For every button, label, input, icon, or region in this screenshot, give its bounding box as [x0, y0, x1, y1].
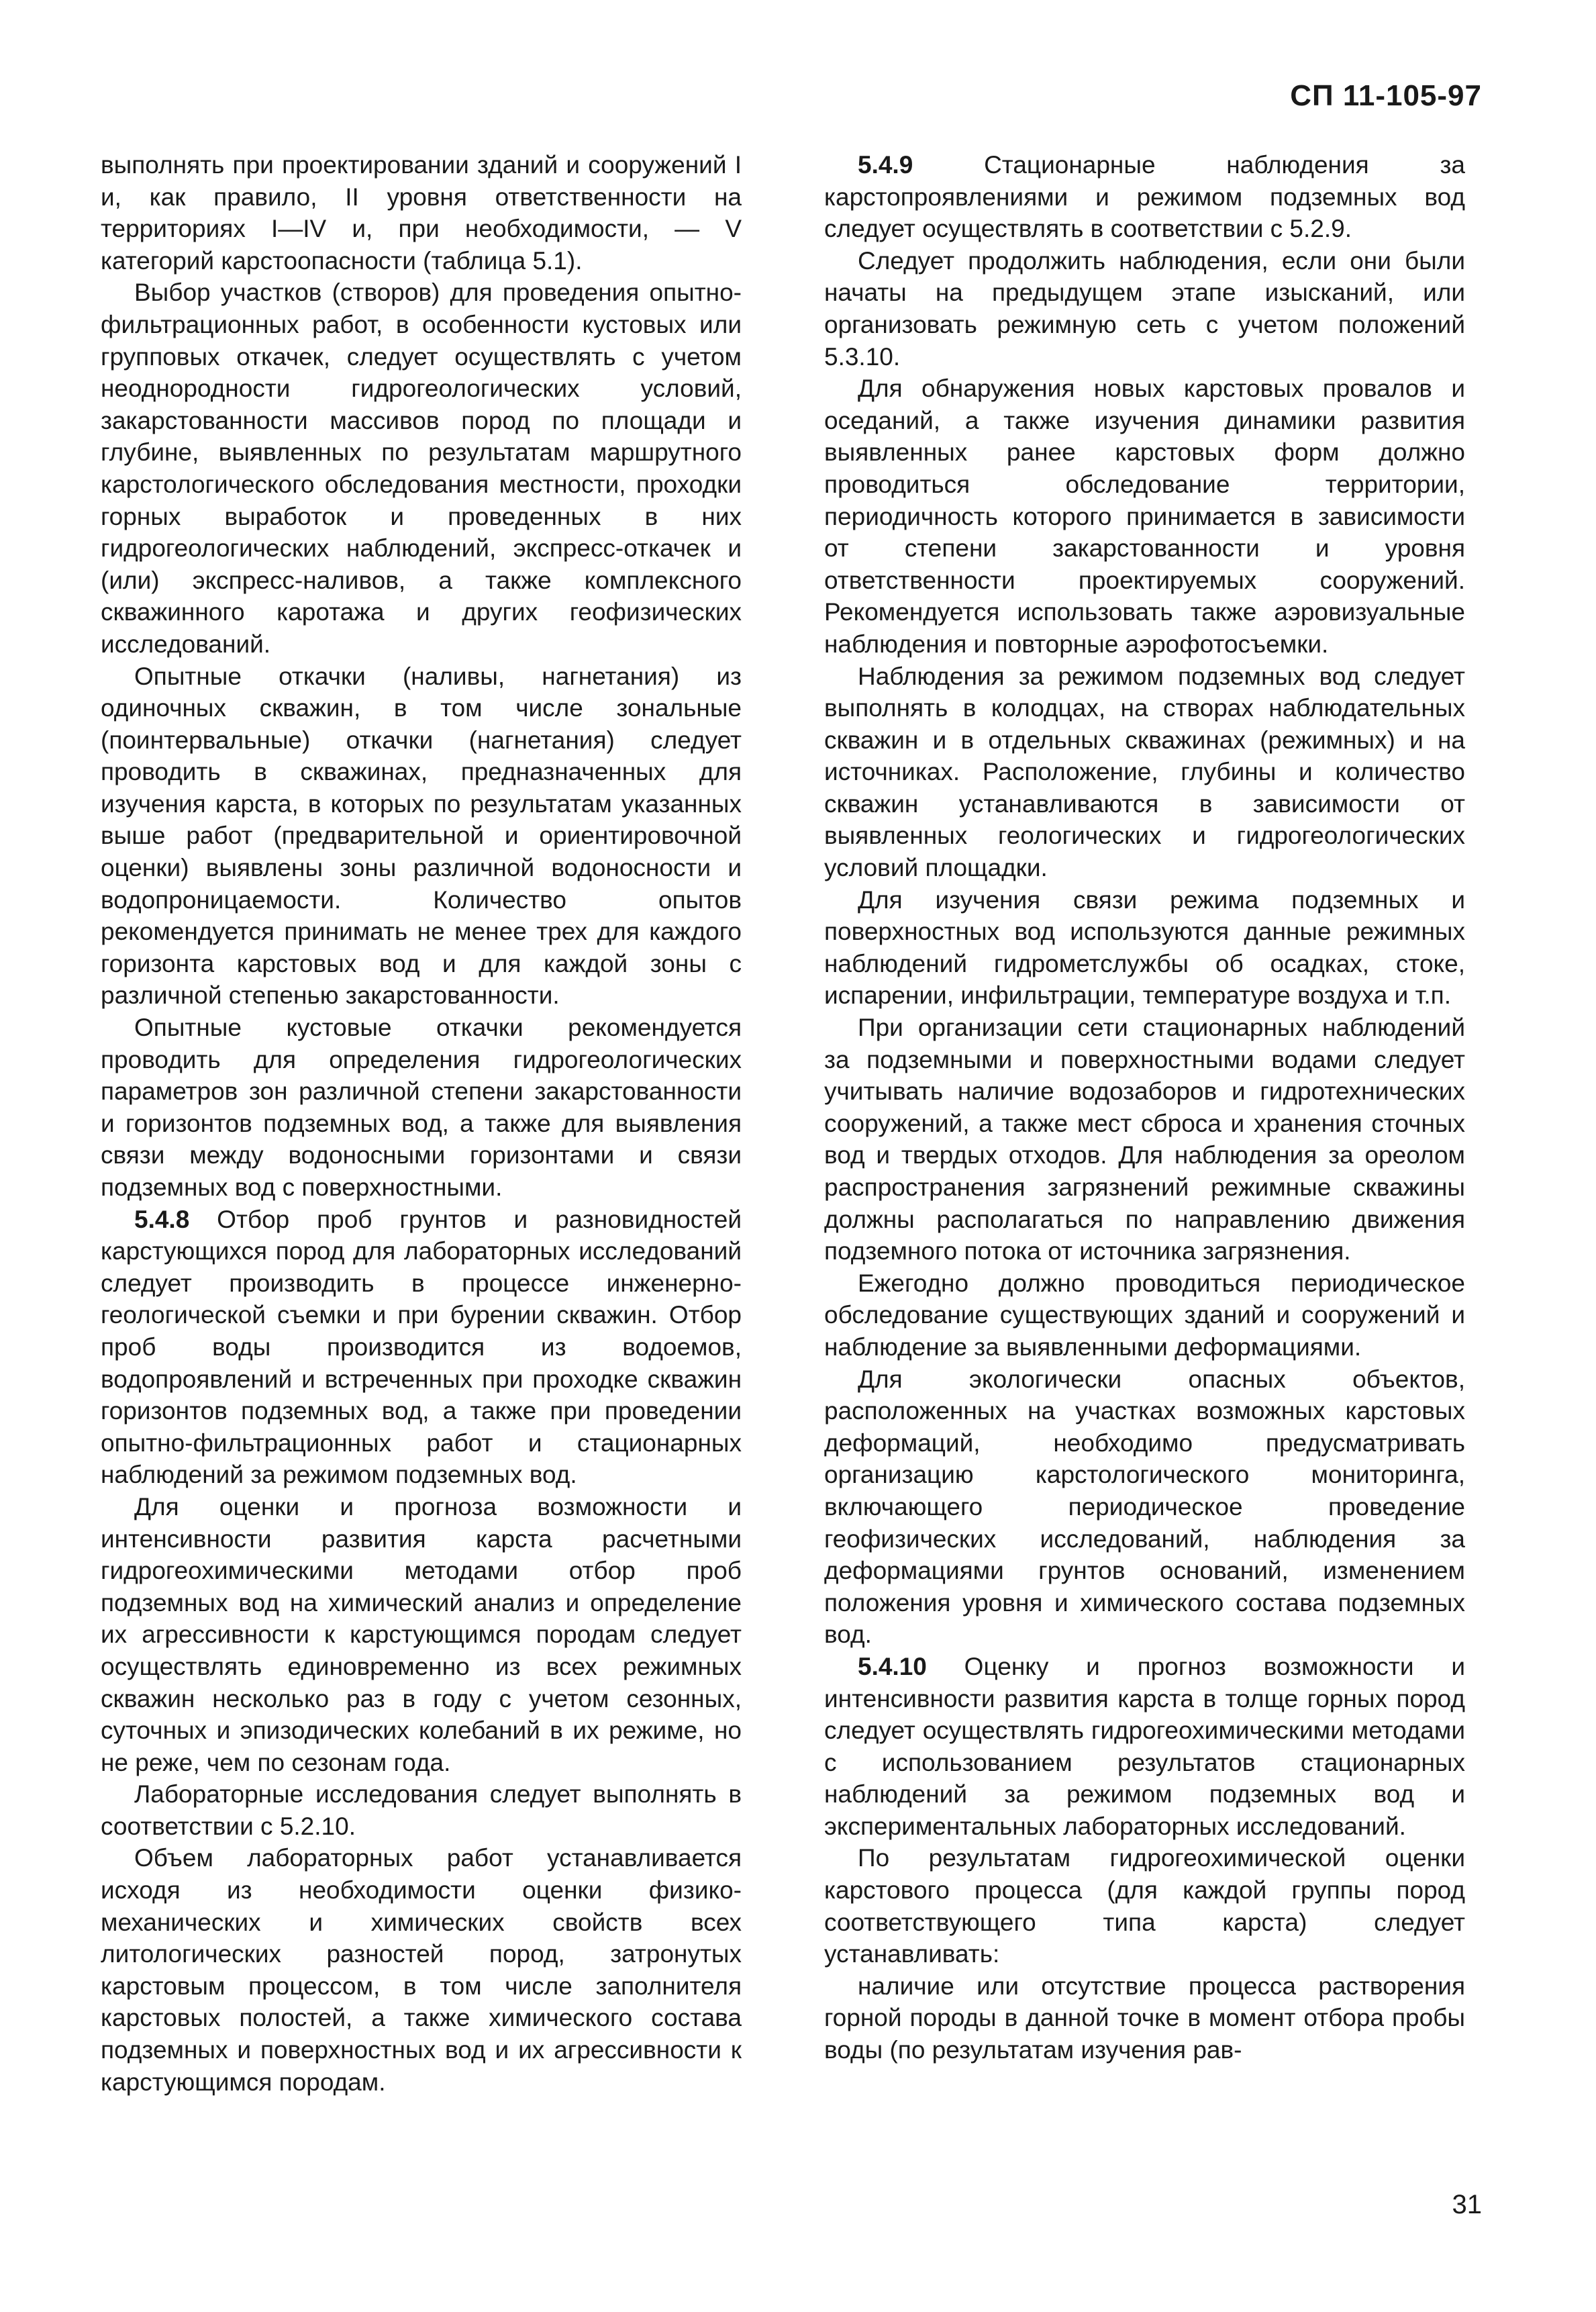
paragraph-text: Для оценки и прогноза возможности и интенсивности развития карста расчетными гидрогеохимическими методами отбор проб подземных вод на химический анализ и определение их агрессивности к карстующимся породам следует осуществлять единовременно из всех режимных скважин несколько раз в году с учетом сезонных, суточных и эпизодических колебаний в их режиме, но не реже, чем по сезонам года.	[101, 1492, 742, 1776]
paragraph	[101, 661, 742, 1012]
paragraph	[824, 884, 1465, 1012]
paragraph-text: Выбор участков (створов) для проведения опытно-фильтрационных работ, в особенности кустовых или групповых откачек, следует осуществлять с учетом неоднородности гидрогеологических условий, закарстованности массивов пород по площади и глубине, выявленных по результатам маршрутного карстологического обследования местности, проходки горных выработок и проведенных в них гидрогеологических наблюдений, экспресс-откачек и (или) экспресс-наливов, а также комплексного скважинного каротажа и других геофизических исследований.	[101, 279, 742, 658]
right-text-column	[824, 149, 1465, 2066]
paragraph-text: По результатам гидрогеохимической оценки карстового процесса (для каждой группы пород соответствующего типа карста) следует устанавливать:	[824, 1844, 1465, 1968]
section-5-4-9	[824, 149, 1465, 245]
paragraph-text: Для изучения связи режима подземных и поверхностных вод используются данные режимных наблюдений гидрометслужбы об осадках, стоке, испарении, инфильтрации, температуре воздуха и т.п.	[824, 885, 1465, 1010]
paragraph-text: При организации сети стационарных наблюдений за подземными и поверхностными водами следует учитывать наличие водозаборов и гидротехнических сооружений, а также мест сброса и хранения сточных вод и твердых отходов. Для наблюдения за ореолом распространения загрязнений режимные скважины должны располагаться по направлению движения подземного потока от источника загрязнения.	[824, 1014, 1465, 1265]
paragraph-text: Лабораторные исследования следует выполнять в соответствии с 5.2.10.	[101, 1780, 742, 1840]
paragraph	[101, 1778, 742, 1842]
paragraph-text: наличие или отсутствие процесса растворения горной породы в данной точке в момент отбора пробы воды (по результатам изучения рав-	[824, 1972, 1465, 2064]
paragraph	[824, 1970, 1465, 2066]
paragraph	[824, 661, 1465, 884]
paragraph-text: Для экологически опасных объектов, расположенных на участках возможных карстовых деформаций, необходимо предусматривать организацию карстологического мониторинга, включающего периодическое проведение геофизических исследований, наблюдения за деформациями грунтов оснований, изменением положения уровня и химического состава подземных вод.	[824, 1365, 1465, 1649]
paragraph-text: Объем лабораторных работ устанавливается исходя из необходимости оценки физико-механических и химических свойств всех литологических разностей пород, затронутых карстовым процессом, в том числе заполнителя карстовых полостей, а также химического состава подземных и поверхностных вод и их агрессивности к карстующимся породам.	[101, 1844, 742, 2096]
paragraph	[824, 245, 1465, 373]
paragraph-text: Ежегодно должно проводиться периодическое обследование существующих зданий и сооружений и наблюдение за выявленными деформациями.	[824, 1269, 1465, 1361]
page-number: 31	[1452, 2190, 1482, 2219]
paragraph-text: Для обнаружения новых карстовых провалов и оседаний, а также изучения динамики развития выявленных ранее карстовых форм должно проводиться обследование территории, периодичность которого принимается в зависимости от степени закарстованности и уровня ответственности проектируемых сооружений. Рекомендуется использовать также аэровизуальные наблюдения и повторные аэрофотосъемки.	[824, 375, 1465, 658]
section-5-4-8	[101, 1204, 742, 1491]
section-number: 5.4.9	[858, 151, 913, 179]
paragraph	[824, 1267, 1465, 1363]
section-number: 5.4.10	[858, 1652, 927, 1680]
paragraph-text: Наблюдения за режимом подземных вод следует выполнять в колодцах, на створах наблюдательных скважин и в отдельных скважинах (режимных) и на источниках. Расположение, глубины и количество скважин устанавливаются в зависимости от выявленных геологических и гидрогеологических условий площадки.	[824, 662, 1465, 882]
paragraph	[824, 1012, 1465, 1267]
paragraph-text: выполнять при проектировании зданий и сооружений I и, как правило, II уровня ответственности на территориях I—IV и, при необходимости, — V категорий карстоопасности (таблица 5.1).	[101, 151, 742, 275]
paragraph-text: Опытные откачки (наливы, нагнетания) из одиночных скважин, в том числе зональные (поинтервальные) откачки (нагнетания) следует проводить в скважинах, предназначенных для изучения карста, в которых по результатам указанных выше работ (предварительной и ориентировочной оценки) выявлены зоны различной водоносности и водопроницаемости. Количество опытов рекомендуется принимать не менее трех для каждого горизонта карстовых вод и для каждой зоны с различной степенью закарстованности.	[101, 662, 742, 1010]
paragraph	[101, 1012, 742, 1204]
paragraph-text: Оценку и прогноз возможности и интенсивности развития карста в толще горных пород следует осуществлять гидрогеохимическими методами с использованием результатов стационарных наблюдений за режимом подземных вод и экспериментальных лабораторных исследований.	[824, 1652, 1465, 1840]
paragraph	[101, 1842, 742, 2098]
paragraph-text: Опытные кустовые откачки рекомендуется проводить для определения гидрогеологических параметров зон различной степени закарстованности и горизонтов подземных вод, а также для выявления связи между водоносными горизонтами и связи подземных вод с поверхностными.	[101, 1014, 742, 1201]
paragraph-text: Отбор проб грунтов и разновидностей карстующихся пород для лабораторных исследований следует производить в процессе инженерно-геологической съемки и при бурении скважин. Отбор проб воды производится из водоемов, водопроявлений и встреченных при проходке скважин горизонтов подземных вод, а также при проведении опытно-фильтрационных работ и стационарных наблюдений за режимом подземных вод.	[101, 1205, 742, 1489]
paragraph	[824, 1842, 1465, 1970]
paragraph	[824, 1363, 1465, 1651]
paragraph	[101, 149, 742, 277]
section-number: 5.4.8	[134, 1205, 190, 1233]
paragraph	[101, 1491, 742, 1778]
paragraph	[101, 277, 742, 660]
paragraph-text: Следует продолжить наблюдения, если они были начаты на предыдущем этапе изысканий, или организовать режимную сеть с учетом положений 5.3.10.	[824, 246, 1465, 371]
document-code-header: СП 11-105-97	[1290, 79, 1482, 112]
paragraph	[824, 373, 1465, 660]
left-text-column	[101, 149, 742, 2098]
paragraph-text: Стационарные наблюдения за карстопроявлениями и режимом подземных вод следует осуществлять в соответствии с 5.2.9.	[824, 151, 1465, 243]
section-5-4-10	[824, 1651, 1465, 1843]
